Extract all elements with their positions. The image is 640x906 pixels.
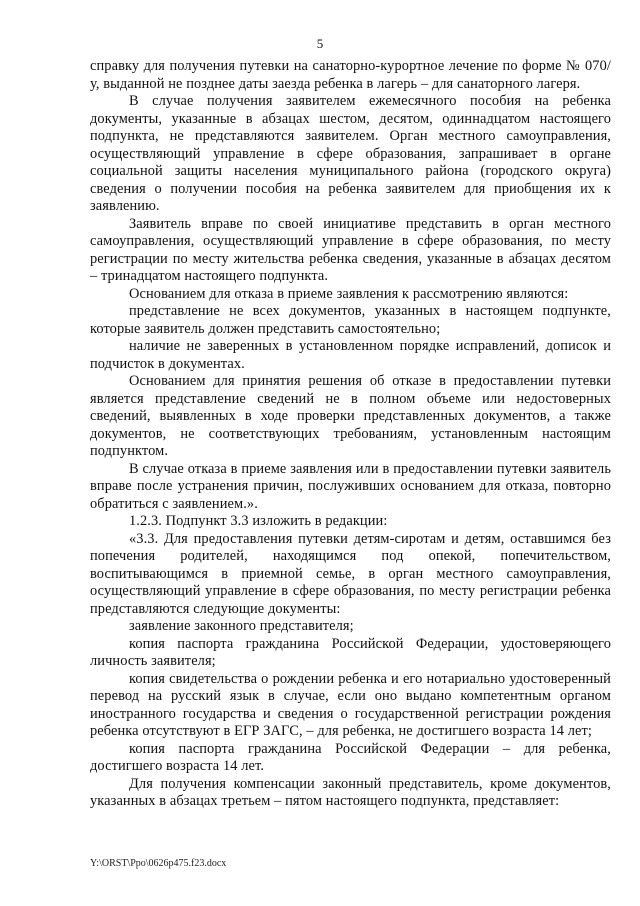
paragraph: Для получения компенсации законный представитель, кроме документов, указанных в абзацах третьем – пятом настоящего подпункта, представляет: (90, 775, 611, 809)
paragraph: заявление законного представителя; (129, 618, 354, 634)
paragraph: копия свидетельства о рождении ребенка и его нотариально удостоверенный перевод на русский язык в случае, если оно выдано компетентным органом иностранного государства и сведения о государственной регистрации рождения ребенка отсутствуют в ЕГР ЗАГС, – для ребенка, не достигшего возраста 14 лет; (90, 670, 611, 739)
footer-file-path: Y:\ORST\Ppo\0626p475.f23.docx (90, 858, 227, 869)
paragraph: Основанием для принятия решения об отказе в предоставлении путевки является представление сведений не в полном объеме или недостоверных сведений, выявленных в ходе проверки представленных документов, а также документов, не соответствующих требованиям, установленным настоящим подпунктом. (90, 373, 611, 459)
paragraph: Заявитель вправе по своей инициативе представить в орган местного самоуправления, осуществляющий управление в сфере образования, по месту регистрации по месту жительства ребенка сведения, указанные в абзацах десятом – тринадцатом настоящего подпункта. (90, 215, 611, 284)
paragraph: Основанием для отказа в приеме заявления к рассмотрению являются: (129, 285, 569, 302)
document-body (90, 58, 611, 811)
paragraph: копия паспорта гражданина Российской Федерации – для ребенка, достигшего возраста 14 лет. (90, 740, 611, 774)
paragraph: наличие не заверенных в установленном порядке исправлений, дописок и подчисток в документах. (90, 338, 611, 372)
paragraph: представление не всех документов, указанных в настоящем подпункте, которые заявитель должен представить самостоятельно; (90, 303, 611, 337)
paragraph: В случае получения заявителем ежемесячного пособия на ребенка документы, указанные в абзацах шестом, десятом, одиннадцатом настоящего подпункта, не представляются заявителем. Орган местного самоуправления, осуществляющий управление в сфере образования, запрашивает в органе социальной защиты населения муниципального района (городского округа) сведения о получении пособия на ребенка заявителем для приобщения их к заявлению. (90, 93, 611, 214)
paragraph: «3.3. Для предоставления путевки детям-сиротам и детям, оставшимся без попечения родителей, находящимся под опекой, попечительством, воспитывающимся в приемной семье, в орган местного самоуправления, осуществляющий управление в сфере образования, по месту регистрации ребенка представляются следующие документы: (90, 530, 611, 617)
paragraph: справку для получения путевки на санаторно-курортное лечение по форме № 070/у, выданной не позднее даты заезда ребенка в лагерь – для санаторного лагеря. (90, 58, 611, 92)
paragraph: 1.2.3. Подпункт 3.3 изложить в редакции: (129, 513, 388, 529)
page-number: 5 (316, 36, 324, 51)
paragraph: копия паспорта гражданина Российской Федерации, удостоверяющего личность заявителя; (90, 635, 611, 669)
paragraph: В случае отказа в приеме заявления или в предоставлении путевки заявитель вправе после устранения причин, послуживших основанием для отказа, повторно обратиться с заявлением.». (90, 460, 611, 512)
